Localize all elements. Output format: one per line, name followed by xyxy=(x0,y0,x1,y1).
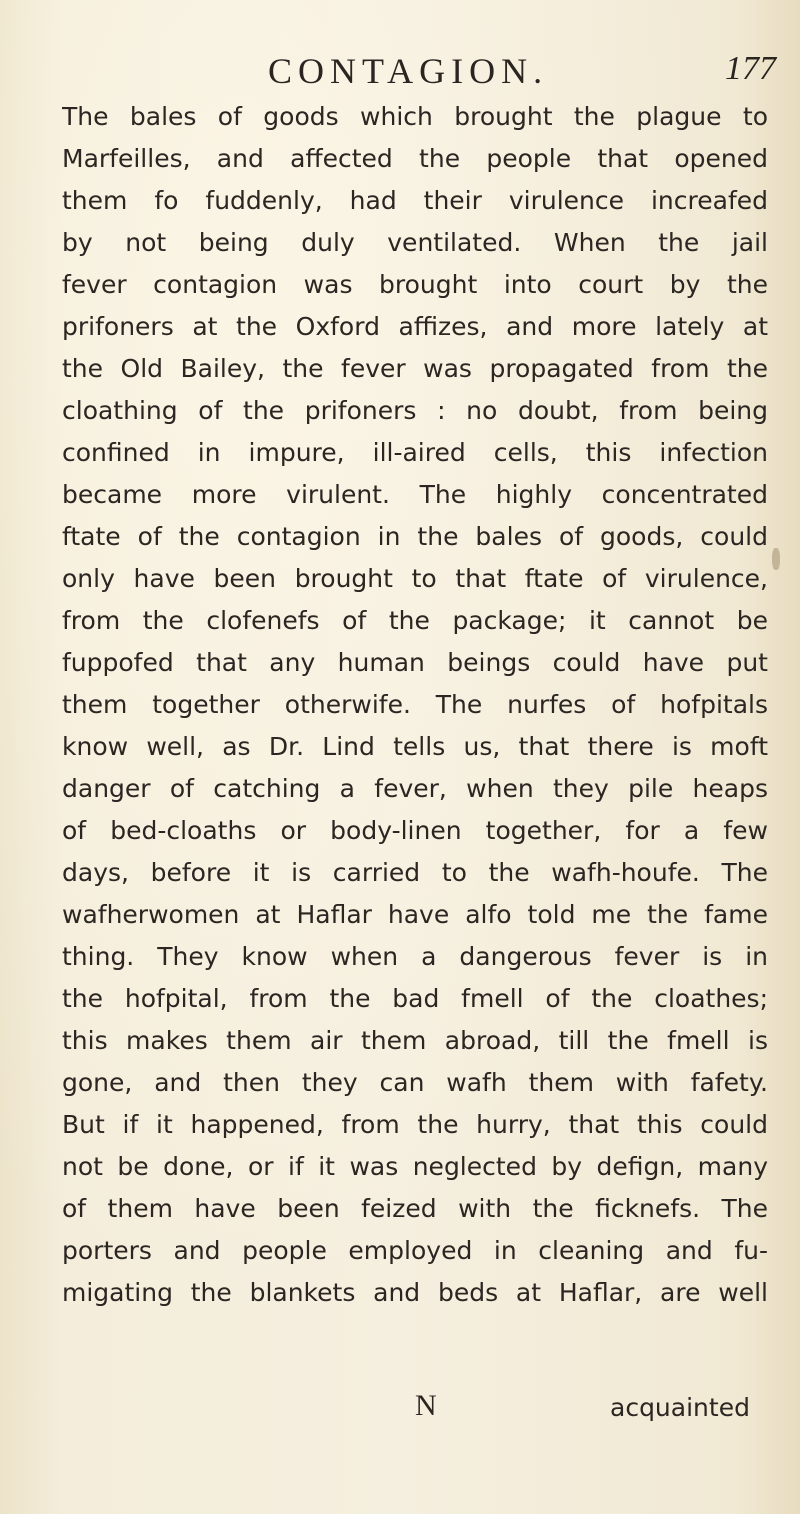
ink-stain xyxy=(772,548,780,570)
text-line: this makes them air them abroad, till the fmell is xyxy=(62,1026,768,1055)
text-line: them fo fuddenly, had their virulence increafed xyxy=(62,186,768,215)
text-line: But if it happened, from the hurry, that this could xyxy=(62,1110,768,1139)
text-line: thing. They know when a dangerous fever is in xyxy=(62,942,768,971)
body-text xyxy=(62,96,768,1314)
text-line: of them have been feized with the ficknefs. The xyxy=(62,1194,768,1223)
text-line: ftate of the contagion in the bales of goods, could xyxy=(62,522,768,551)
text-line: them together otherwife. The nurfes of hofpitals xyxy=(62,690,768,719)
text-line: fever contagion was brought into court by the xyxy=(62,270,768,299)
text-line: the hofpital, from the bad fmell of the cloathes; xyxy=(62,984,768,1013)
page-footer xyxy=(0,1389,800,1435)
text-line: fuppofed that any human beings could have put xyxy=(62,648,768,677)
text-line: danger of catching a fever, when they pile heaps xyxy=(62,774,768,803)
text-line: Marfeilles, and affected the people that opened xyxy=(62,144,768,173)
text-line: the Old Bailey, the fever was propagated from the xyxy=(62,354,768,383)
catchword: acquainted xyxy=(610,1393,750,1422)
text-line: prifoners at the Oxford affizes, and more lately at xyxy=(62,312,768,341)
text-line: porters and people employed in cleaning and fu- xyxy=(62,1236,768,1265)
running-head-title: CONTAGION. xyxy=(268,51,549,91)
text-line: days, before it is carried to the wafh-houfe. The xyxy=(62,858,768,887)
text-line: by not being duly ventilated. When the jail xyxy=(62,228,768,257)
text-line: only have been brought to that ftate of virulence, xyxy=(62,564,768,593)
text-line: of bed-cloaths or body-linen together, for a few xyxy=(62,816,768,845)
text-line: gone, and then they can wafh them with fafety. xyxy=(62,1068,768,1097)
text-line: migating the blankets and beds at Haflar, are well xyxy=(62,1278,768,1307)
text-line: confined in impure, ill-aired cells, this infection xyxy=(62,438,768,467)
text-line: not be done, or if it was neglected by defign, many xyxy=(62,1152,768,1181)
text-line: know well, as Dr. Lind tells us, that there is moft xyxy=(62,732,768,761)
signature-mark: N xyxy=(415,1389,437,1422)
text-line: cloathing of the prifoners : no doubt, from being xyxy=(62,396,768,425)
text-line: from the clofenefs of the package; it cannot be xyxy=(62,606,768,635)
page-number: 177 xyxy=(725,50,776,87)
text-line: The bales of goods which brought the plague to xyxy=(62,102,768,131)
text-line: wafherwomen at Haflar have alfo told me the fame xyxy=(62,900,768,929)
text-line: became more virulent. The highly concentrated xyxy=(62,480,768,509)
running-head xyxy=(0,50,800,94)
